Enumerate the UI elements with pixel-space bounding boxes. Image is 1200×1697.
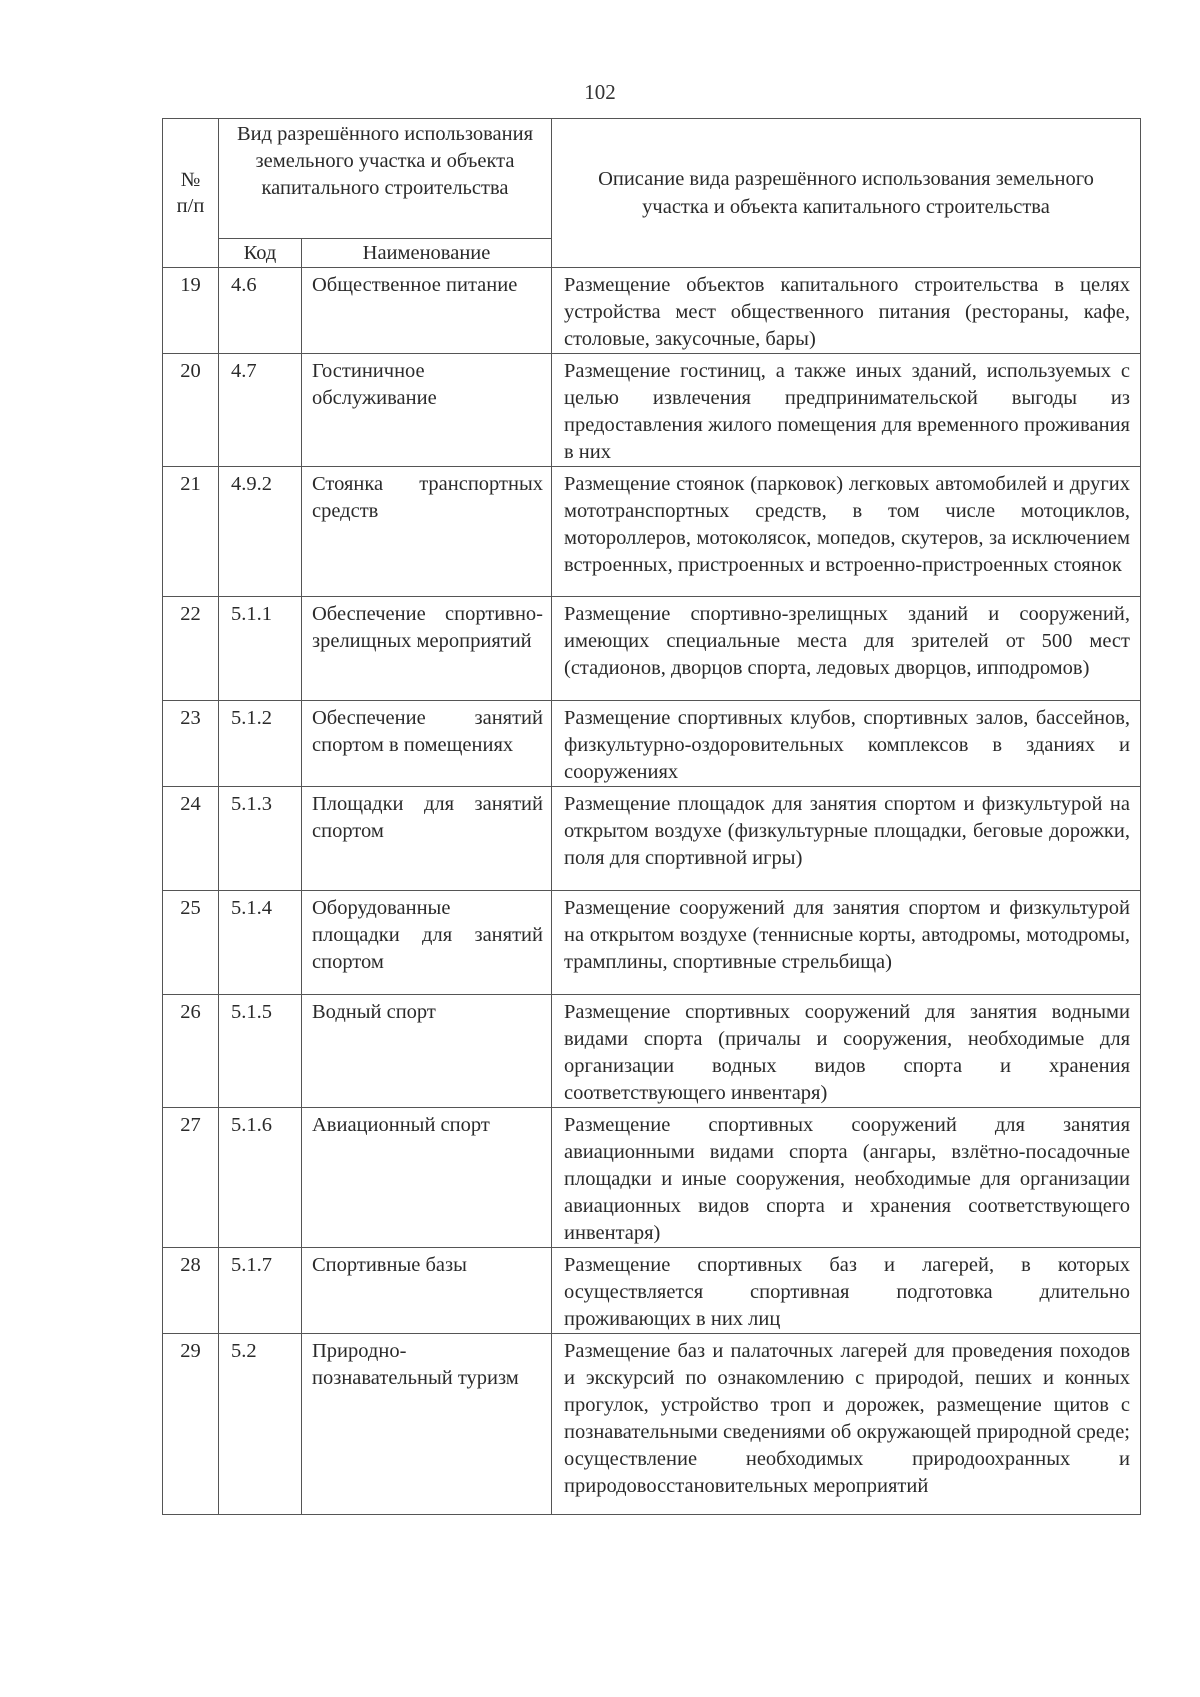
header-number: [163, 119, 219, 268]
row-name: Природно-познавательный туризм: [302, 1334, 552, 1515]
table-row: [163, 891, 1141, 995]
row-name: Обеспечение занятий спортом в помещениях: [302, 701, 552, 787]
header-row-main: [163, 119, 1141, 239]
row-description: Размещение баз и палаточных лагерей для проведения походов и экскурсий по ознакомлению с природой, пеших и конных прогулок, устройство троп и дорожек, размещение щитов с познавательными сведениями об окружающей природной среде; осуществление необходимых природоохранных и природовосстановительных мероприятий: [552, 1334, 1141, 1515]
row-code: 5.1.6: [219, 1108, 302, 1248]
row-description: Размещение гостиниц, а также иных зданий, используемых с целью извлечения предпринимательской выгоды из предоставления жилого помещения для временного проживания в них: [552, 354, 1141, 467]
row-code: 4.7: [219, 354, 302, 467]
row-code: 5.1.4: [219, 891, 302, 995]
row-description: Размещение спортивных сооружений для занятия водными видами спорта (причалы и сооружения, необходимые для организации водных видов спорта и хранения соответствующего инвентаря): [552, 995, 1141, 1108]
row-number: 20: [163, 354, 219, 467]
page-number: 102: [584, 80, 616, 104]
permitted-use-table: [162, 118, 1141, 1515]
row-number: 23: [163, 701, 219, 787]
row-number: 22: [163, 597, 219, 701]
row-number: 25: [163, 891, 219, 995]
table-row: [163, 1334, 1141, 1515]
row-description: Размещение спортивно-зрелищных зданий и сооружений, имеющих специальные места для зрителей от 500 мест (стадионов, дворцов спорта, ледовых дворцов, ипподромов): [552, 597, 1141, 701]
row-description: Размещение сооружений для занятия спортом и физкультурой на открытом воздухе (теннисные корты, автодромы, мотодромы, трамплины, спортивные стрельбища): [552, 891, 1141, 995]
header-use-type: Вид разрешённого использования земельного участка и объекта капитального строительства: [219, 119, 552, 239]
table-row: [163, 1108, 1141, 1248]
row-code: 5.1.5: [219, 995, 302, 1108]
row-name: Обеспечение спортивно-зрелищных мероприятий: [302, 597, 552, 701]
table-row: [163, 354, 1141, 467]
header-code: Код: [219, 239, 302, 268]
row-number: 29: [163, 1334, 219, 1515]
row-number: 26: [163, 995, 219, 1108]
row-description: Размещение стоянок (парковок) легковых автомобилей и других мототранспортных средств, в том числе мотоциклов, мотороллеров, мотоколясок, мопедов, скутеров, за исключением встроенных, пристроенных и встроенно-пристроенных стоянок: [552, 467, 1141, 597]
table-header: [163, 119, 1141, 268]
row-code: 5.1.1: [219, 597, 302, 701]
header-description: Описание вида разрешённого использования земельного участка и объекта капитального строительства: [552, 119, 1141, 268]
row-code: 5.1.2: [219, 701, 302, 787]
row-name: Спортивные базы: [302, 1248, 552, 1334]
table-row: [163, 995, 1141, 1108]
row-number: 24: [163, 787, 219, 891]
row-number: 19: [163, 268, 219, 354]
table-row: [163, 268, 1141, 354]
row-code: 5.1.3: [219, 787, 302, 891]
header-name: Наименование: [302, 239, 552, 268]
row-description: Размещение спортивных клубов, спортивных залов, бассейнов, физкультурно-оздоровительных комплексов в зданиях и сооружениях: [552, 701, 1141, 787]
row-code: 4.6: [219, 268, 302, 354]
row-description: Размещение объектов капитального строительства в целях устройства мест общественного питания (рестораны, кафе, столовые, закусочные, бары): [552, 268, 1141, 354]
table-row: [163, 1248, 1141, 1334]
row-name: Оборудованные площадки для занятий спортом: [302, 891, 552, 995]
row-name: Авиационный спорт: [302, 1108, 552, 1248]
table-body: [163, 268, 1141, 1515]
table-row: [163, 701, 1141, 787]
table-row: [163, 597, 1141, 701]
row-name: Стоянка транспортных средств: [302, 467, 552, 597]
table-row: [163, 787, 1141, 891]
row-description: Размещение площадок для занятия спортом и физкультурой на открытом воздухе (физкультурные площадки, беговые дорожки, поля для спортивной игры): [552, 787, 1141, 891]
row-code: 5.2: [219, 1334, 302, 1515]
row-code: 4.9.2: [219, 467, 302, 597]
row-description: Размещение спортивных баз и лагерей, в которых осуществляется спортивная подготовка длительно проживающих в них лиц: [552, 1248, 1141, 1334]
row-name: Водный спорт: [302, 995, 552, 1108]
row-number: 27: [163, 1108, 219, 1248]
header-number-label: № п/п: [176, 169, 205, 217]
table-row: [163, 467, 1141, 597]
row-name: Площадки для занятий спортом: [302, 787, 552, 891]
row-name: Гостиничное обслуживание: [302, 354, 552, 467]
row-number: 21: [163, 467, 219, 597]
row-name: Общественное питание: [302, 268, 552, 354]
row-number: 28: [163, 1248, 219, 1334]
row-code: 5.1.7: [219, 1248, 302, 1334]
row-description: Размещение спортивных сооружений для занятия авиационными видами спорта (ангары, взлётно-посадочные площадки и иные сооружения, необходимые для организации авиационных видов спорта и хранения соответствующего инвентаря): [552, 1108, 1141, 1248]
